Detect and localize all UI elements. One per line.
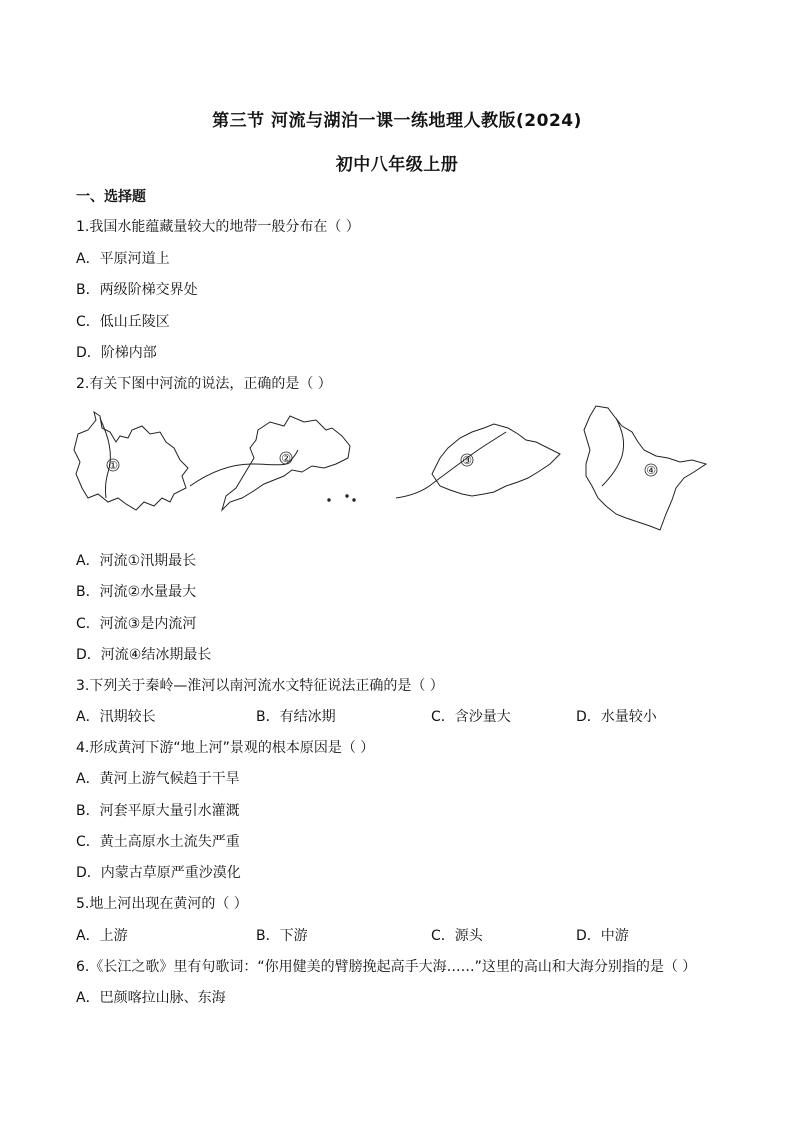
map-guangdong bbox=[190, 416, 355, 510]
q4-option-c: C．黄土高原水土流失严重 bbox=[76, 834, 240, 850]
map-label-2: ② bbox=[281, 452, 291, 465]
map-yunnan bbox=[74, 412, 188, 510]
q3-option-a: A．汛期较长 bbox=[76, 709, 156, 725]
map-label-1: ① bbox=[108, 459, 118, 472]
map-shandong bbox=[396, 424, 560, 498]
province-maps-figure bbox=[70, 402, 730, 538]
section-heading: 一、选择题 bbox=[76, 189, 146, 205]
q5-option-b: B．下游 bbox=[256, 928, 308, 944]
q1-option-d: D．阶梯内部 bbox=[76, 345, 157, 361]
q4-option-a: A．黄河上游气候趋于干旱 bbox=[76, 771, 240, 787]
question-1-stem: 1.我国水能蕴藏量较大的地带一般分布在（ ） bbox=[76, 219, 360, 235]
question-6-stem: 6.《长江之歌》里有句歌词：“你用健美的臂膀挽起高手大海……”这里的高山和大海分别指的是（ ） bbox=[76, 959, 697, 975]
question-3-stem: 3.下列关于秦岭—淮河以南河流水文特征说法正确的是（ ） bbox=[76, 678, 444, 694]
q4-option-b: B．河套平原大量引水灌溉 bbox=[76, 803, 240, 819]
q5-option-d: D．中游 bbox=[576, 928, 629, 944]
q2-option-c: C．河流③是内流河 bbox=[76, 616, 197, 632]
q1-option-c: C．低山丘陵区 bbox=[76, 314, 170, 330]
question-2-stem: 2.有关下图中河流的说法，正确的是（ ） bbox=[76, 376, 332, 392]
q6-option-a: A．巴颜喀拉山脉、东海 bbox=[76, 990, 226, 1006]
map-label-4: ④ bbox=[646, 464, 656, 477]
q4-option-d: D．内蒙古草原严重沙漠化 bbox=[76, 865, 241, 881]
question-4-stem: 4.形成黄河下游“地上河”景观的根本原因是（ ） bbox=[76, 740, 375, 756]
q3-option-b: B．有结冰期 bbox=[256, 709, 336, 725]
q5-option-c: C．源头 bbox=[431, 928, 483, 944]
q3-option-c: C．含沙量大 bbox=[431, 709, 511, 725]
q5-option-a: A．上游 bbox=[76, 928, 128, 944]
q3-option-d: D．水量较小 bbox=[576, 709, 657, 725]
page-subtitle: 初中八年级上册 bbox=[335, 155, 459, 175]
q1-option-b: B．两级阶梯交界处 bbox=[76, 282, 198, 298]
q1-option-a: A．平原河道上 bbox=[76, 251, 170, 267]
q2-option-a: A．河流①汛期最长 bbox=[76, 553, 197, 569]
page-title: 第三节 河流与湖泊一课一练地理人教版(2024) bbox=[212, 111, 582, 131]
map-label-3: ③ bbox=[462, 454, 472, 467]
q2-option-d: D．河流④结冰期最长 bbox=[76, 647, 212, 663]
q2-option-b: B．河流②水量最大 bbox=[76, 584, 197, 600]
question-5-stem: 5.地上河出现在黄河的（ ） bbox=[76, 896, 248, 912]
